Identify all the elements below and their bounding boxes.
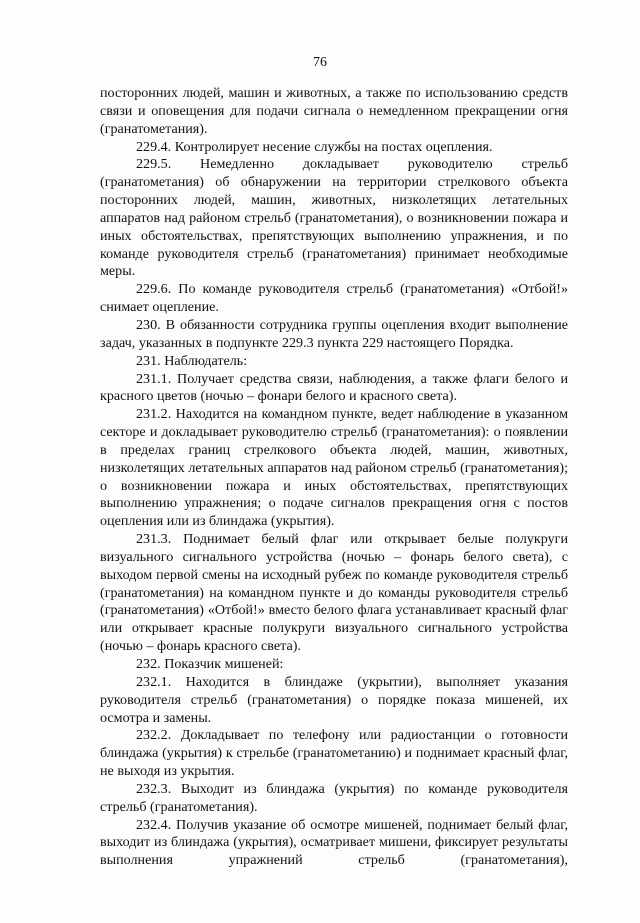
paragraph: 231.1. Получает средства связи, наблюдения, а также флаги белого и красного цветов (ночью – фонари белого и красного света). (100, 370, 568, 405)
page-number: 76 (313, 55, 327, 70)
paragraph: 232.4. Получив указание об осмотре мишеней, поднимает белый флаг, выходит из блиндажа (укрытия), осматривает мишени, фиксирует результаты выполнения упражнений стрельб (гранатометания), (100, 816, 568, 869)
paragraph: 229.6. По команде руководителя стрельб (гранатометания) «Отбой!» снимает оцепление. (100, 281, 568, 316)
paragraph: посторонних людей, машин и животных, а также по использованию средств связи и оповещения для подачи сигнала о немедленном прекращении огня (гранатометания). (100, 85, 568, 137)
paragraph: 232.2. Докладывает по телефону или радиостанции о готовности блиндажа (укрытия) к стрельбе (гранатометанию) и поднимает красный флаг, не выходя из укрытия. (100, 727, 568, 780)
paragraph: 229.5. Немедленно докладывает руководителю стрельб (гранатометания) об обнаружении на территории стрелкового объекта посторонних людей, машин, животных, низколетящих летательных аппаратов над районом стрельб (гранатометания), о возникновении пожара и иных обстоятельствах, препятствующих выполнению упражнения, и по команде руководителя стрельб (гранатометания) принимает необходимые меры. (100, 156, 568, 280)
paragraph: 232.3. Выходит из блиндажа (укрытия) по команде руководителя стрельб (гранатометания). (100, 780, 568, 815)
document-body (100, 85, 568, 870)
paragraph: 232.1. Находится в блиндаже (укрытии), выполняет указания руководителя стрельб (гранатометания) о порядке показа мишеней, их осмотра и замены. (100, 673, 568, 726)
paragraph: 231.2. Находится на командном пункте, ведет наблюдение в указанном секторе и докладывает руководителю стрельб (гранатометания): о появлении в пределах границ стрелкового объекта людей, машин, животных, низколетящих летательных аппаратов над районом стрельб (гранатометания); о возникновении пожара и иных обстоятельствах, препятствующих выполнению упражнения; о подаче сигналов прекращения огня с постов оцепления или из блиндажа (укрытия). (100, 406, 568, 530)
paragraph: 232. Показчик мишеней: (136, 656, 284, 672)
paragraph: 229.4. Контролирует несение службы на постах оцепления. (136, 138, 493, 155)
paragraph: 230. В обязанности сотрудника группы оцепления входит выполнение задач, указанных в подпункте 229.3 пункта 229 настоящего Порядка. (100, 316, 568, 351)
paragraph: 231.3. Поднимает белый флаг или открывает белые полукруги визуального сигнального устройства (ночью – фонарь белого света), с выходом первой смены на исходный рубеж по команде руководителя стрельб (гранатометания) на командном пункте и до команды руководителя стрельб (гранатометания) «Отбой!» вместо белого флага устанавливает красный флаг или открывает красные полукруги визуального сигнального устройства (ночью – фонарь красного света). (100, 531, 568, 655)
paragraph: 231. Наблюдатель: (136, 352, 248, 369)
